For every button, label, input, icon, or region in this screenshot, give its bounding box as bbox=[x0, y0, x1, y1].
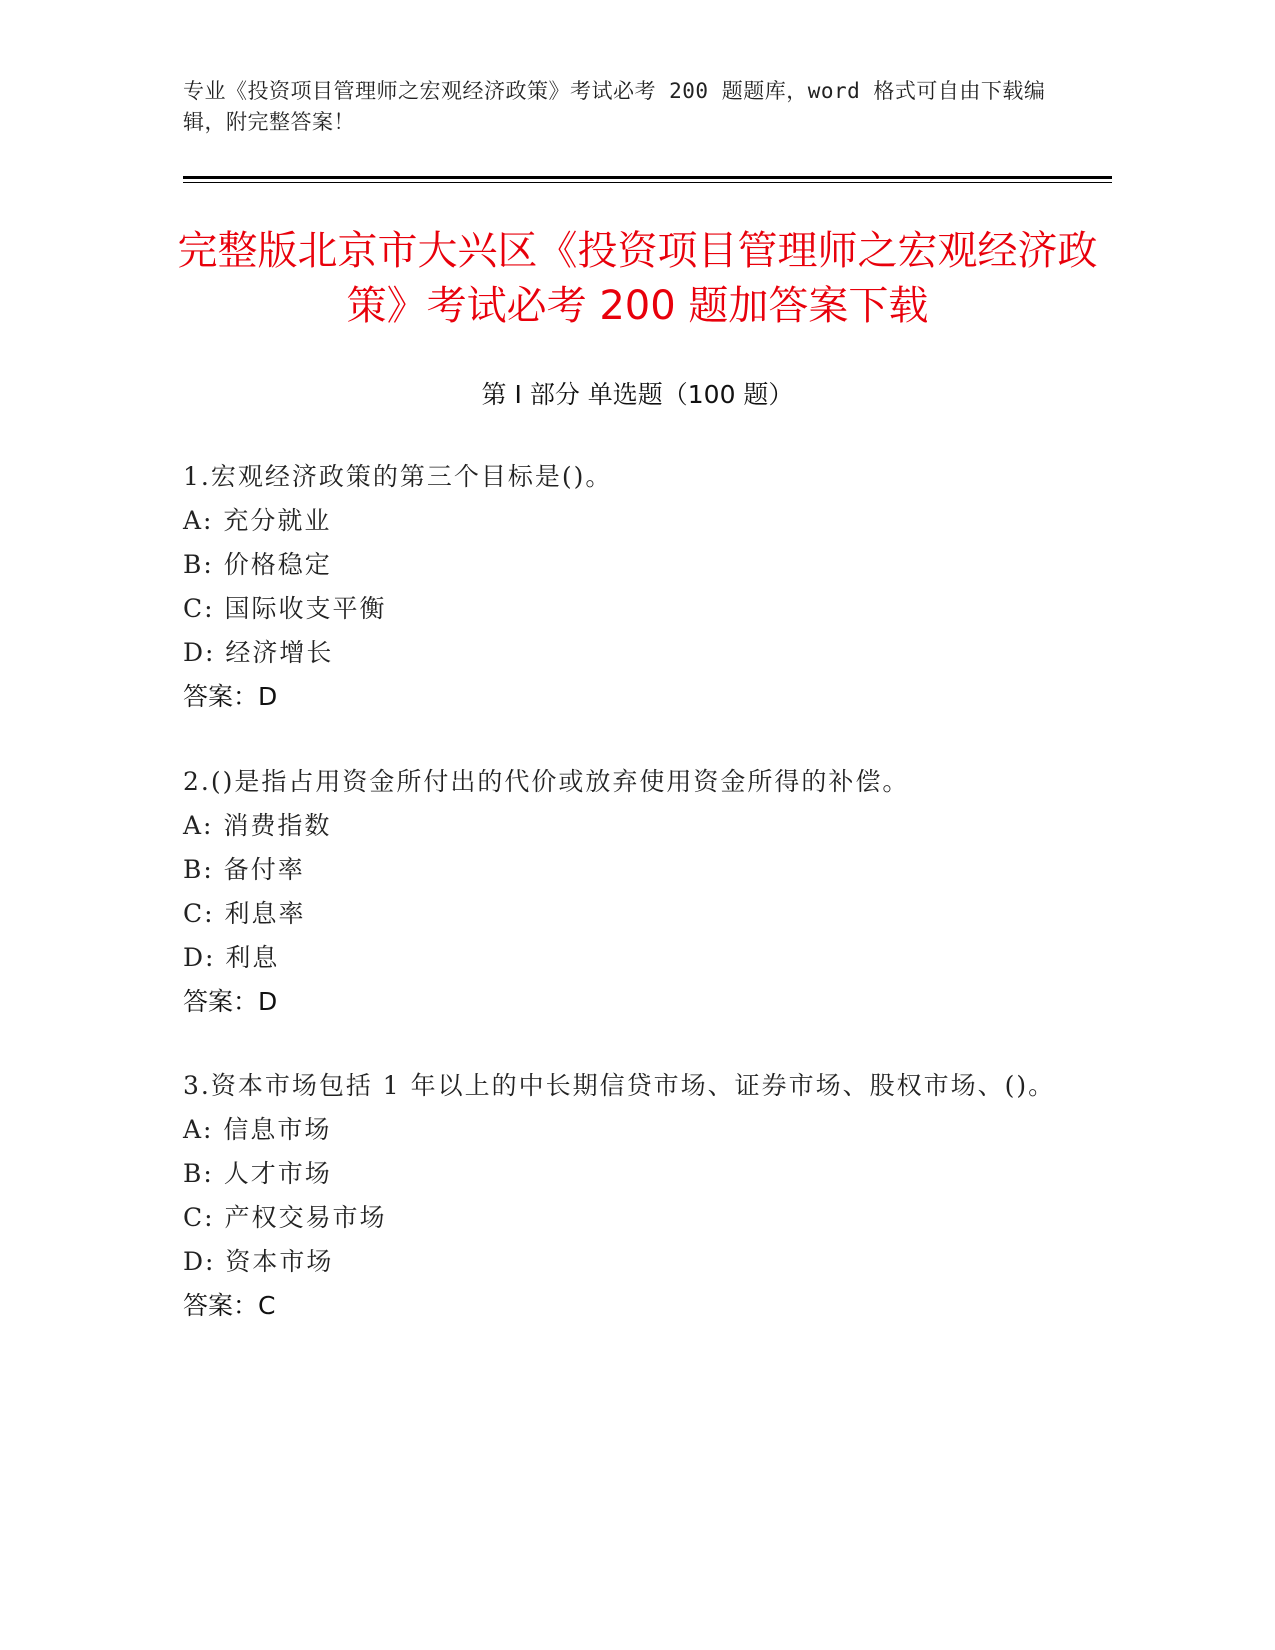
section-title: 第 I 部分 单选题（100 题） bbox=[481, 380, 794, 409]
header-rule-thick bbox=[183, 176, 1112, 179]
question-3 bbox=[183, 1064, 1063, 1328]
document-title: 完整版北京市大兴区《投资项目管理师之宏观经济政策》考试必考 200 题加答案下载 bbox=[177, 228, 1098, 329]
option-b: B: 备付率 bbox=[183, 855, 305, 884]
answer: 答案：D bbox=[183, 682, 278, 711]
option-d: D: 利息 bbox=[183, 943, 280, 972]
option-d: D: 经济增长 bbox=[183, 638, 334, 667]
question-1 bbox=[183, 455, 1063, 719]
option-a: A: 信息市场 bbox=[183, 1115, 332, 1144]
question-stem: 3.资本市场包括 1 年以上的中长期信贷市场、证券市场、股权市场、()。 bbox=[183, 1071, 1056, 1100]
answer: 答案：D bbox=[183, 987, 278, 1016]
option-b: B: 价格稳定 bbox=[183, 550, 332, 579]
option-b: B: 人才市场 bbox=[183, 1159, 332, 1188]
header-note: 专业《投资项目管理师之宏观经济政策》考试必考 200 题题库，word 格式可自由下载编辑，附完整答案！ bbox=[183, 79, 1046, 134]
question-stem: 1.宏观经济政策的第三个目标是()。 bbox=[183, 462, 613, 491]
question-2 bbox=[183, 760, 1063, 1024]
option-c: C: 产权交易市场 bbox=[183, 1203, 387, 1232]
header-rule-thin bbox=[183, 182, 1112, 183]
answer: 答案：C bbox=[183, 1291, 276, 1320]
option-d: D: 资本市场 bbox=[183, 1247, 334, 1276]
option-c: C: 国际收支平衡 bbox=[183, 594, 387, 623]
question-stem: 2.()是指占用资金所付出的代价或放弃使用资金所得的补偿。 bbox=[183, 767, 910, 796]
option-a: A: 充分就业 bbox=[183, 506, 332, 535]
option-c: C: 利息率 bbox=[183, 899, 306, 928]
option-a: A: 消费指数 bbox=[183, 811, 332, 840]
